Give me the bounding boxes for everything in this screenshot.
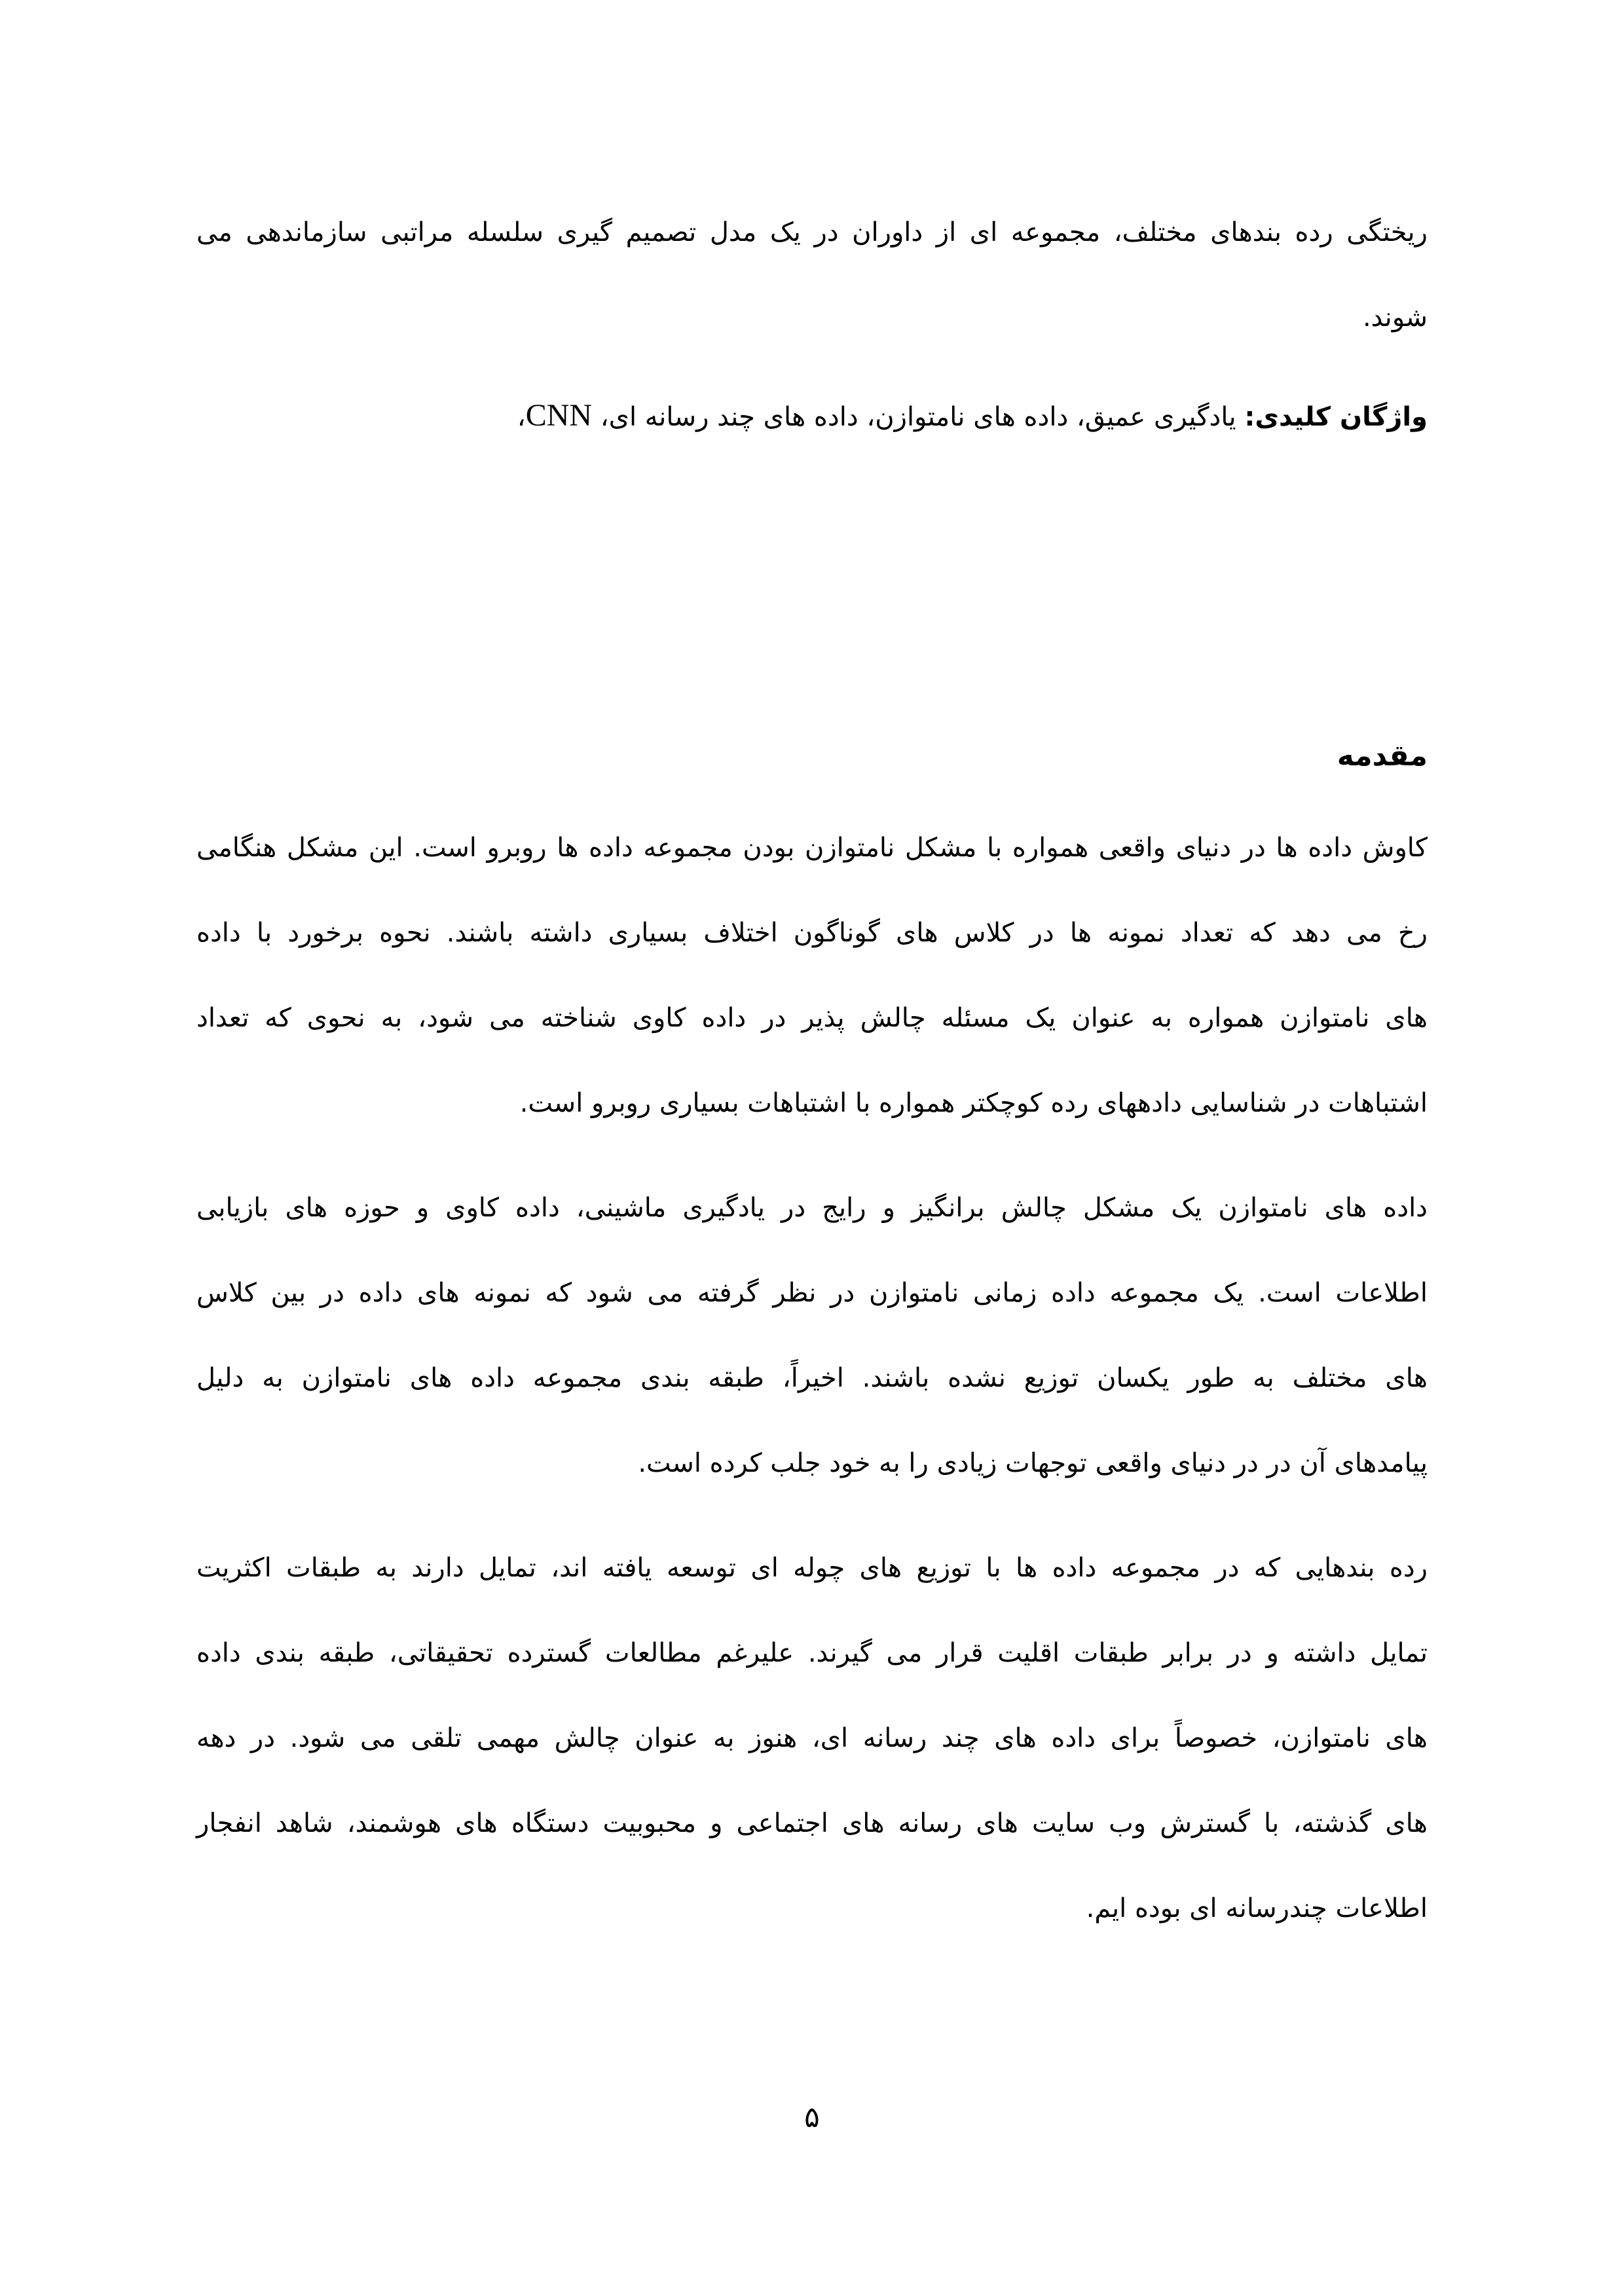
keywords-label: واژگان کلیدی: [1244,402,1428,432]
body-text-line: اطلاعات چندرسانه ای بوده ایم. [1086,1893,1428,1923]
body-text-line: شوند. [1362,302,1428,333]
body-text-line: داده های نامتوازن یک مشکل چالش برانگیز و رایج در یادگیری ماشینی، داده کاوی و حوزه های بازیابی [196,1193,1428,1223]
page-number: ۵ [804,2101,820,2134]
body-text-line: کاوش داده ها در دنیای واقعی همواره با مشکل نامتوازن بودن مجموعه داده ها روبرو است. این مشکل هنگامی [196,833,1428,863]
body-text-line: ریختگی رده بندهای مختلف، مجموعه ای از داوران در یک مدل تصمیم گیری سلسله مراتبی سازماندهی می [196,217,1428,247]
body-text-line: تمایل داشته و در برابر طبقات اقلیت قرار می گیرند. علیرغم مطالعات گسترده تحقیقاتی، طبقه بندی داده [196,1638,1428,1668]
section-heading-introduction: مقدمه [1337,739,1428,773]
body-text-line: پیامدهای آن در در دنیای واقعی توجهات زیادی را به خود جلب کرده است. [638,1448,1428,1478]
body-text-line: اطلاعات است. یک مجموعه داده زمانی نامتوازن در نظر گرفته می شود که نمونه های داده در بین کلاس [196,1278,1428,1308]
body-text-line: های گذشته، با گسترش وب سایت های رسانه های اجتماعی و محبوبیت دستگاه های هوشمند، شاهد انفجار [196,1808,1428,1838]
keywords-latin-term: CNN [525,398,593,433]
keywords-text: یادگیری عمیق، داده های نامتوازن، داده های چند رسانه ای، [592,402,1245,432]
body-text-line: های نامتوازن همواره به عنوان یک مسئله چالش پذیر در داده کاوی شناخته می شود، به نحوی که تعداد [196,1003,1428,1033]
body-text-line: های مختلف به طور یکسان توزیع نشده باشند. اخیراً، طبقه بندی مجموعه داده های نامتوازن به دلیل [196,1363,1428,1393]
keywords-trailing: ، [517,402,526,432]
body-text-line: رده بندهایی که در مجموعه داده ها با توزیع های چوله ای توسعه یافته اند، تمایل دارند به طبقات اکثریت [196,1553,1428,1583]
body-text-line: اشتباهات در شناسایی دادههای رده کوچکتر همواره با اشتباهات بسیاری روبرو است. [519,1088,1428,1118]
body-text-line: های نامتوازن، خصوصاً برای داده های چند رسانه ای، هنوز به عنوان چالش مهمی تلقی می شود. در دهه [196,1723,1428,1753]
body-text-line: رخ می دهد که تعداد نمونه ها در کلاس های گوناگون اختلاف بسیاری داشته باشند. نحوه برخورد با داده [196,918,1428,948]
keywords-line [196,396,1428,437]
